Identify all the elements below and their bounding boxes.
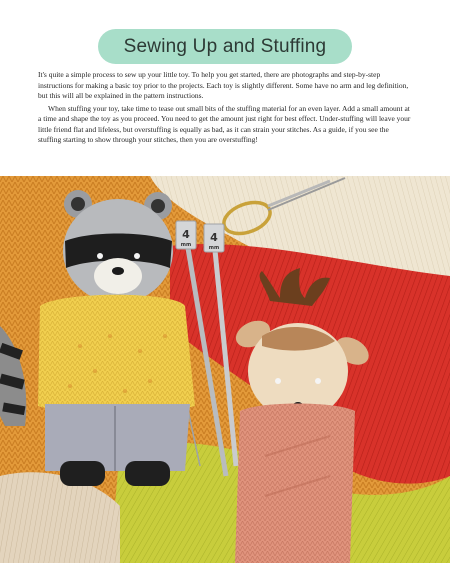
raccoon-sweater xyxy=(38,295,195,414)
raccoon-foot-left xyxy=(60,461,105,486)
intro-paragraph: It's quite a simple process to sew up your little toy. To help you get started, there are photographs and step-by-step instructions for making a basic toy prior to the projects. Each toy is slightly different. Some have no arm and leg definition, but this will all be explained in the pattern instructions. xyxy=(38,70,409,100)
raccoon-nose xyxy=(112,267,124,275)
needle-size-left: 4 xyxy=(182,228,190,241)
deer-sweater xyxy=(235,404,355,563)
raccoon-foot-right xyxy=(125,461,170,486)
stuffing-paragraph: When stuffing your toy, take time to tease out small bits of the stuffing material for an even layer. Add a small amount at a time and shape the toy as you proceed. You need to get the amount just right for best effect. Under-stuffing will leave your little friend flat and lifeless, but overstuffing is equally as bad, as it can strain your stitches. As a guide, if you see the stuffing starting to show through your stitches, then you are overstuffing! xyxy=(38,103,411,144)
page-title: Sewing Up and Stuffing xyxy=(123,35,327,57)
needle-size-right: 4 xyxy=(210,231,218,244)
raccoon-legs xyxy=(45,404,190,471)
needle-unit-right: mm xyxy=(208,245,220,251)
knitted-toys-photo xyxy=(0,176,450,563)
body-text xyxy=(38,70,412,148)
needle-unit-left: mm xyxy=(180,242,192,248)
title-banner xyxy=(98,29,352,64)
